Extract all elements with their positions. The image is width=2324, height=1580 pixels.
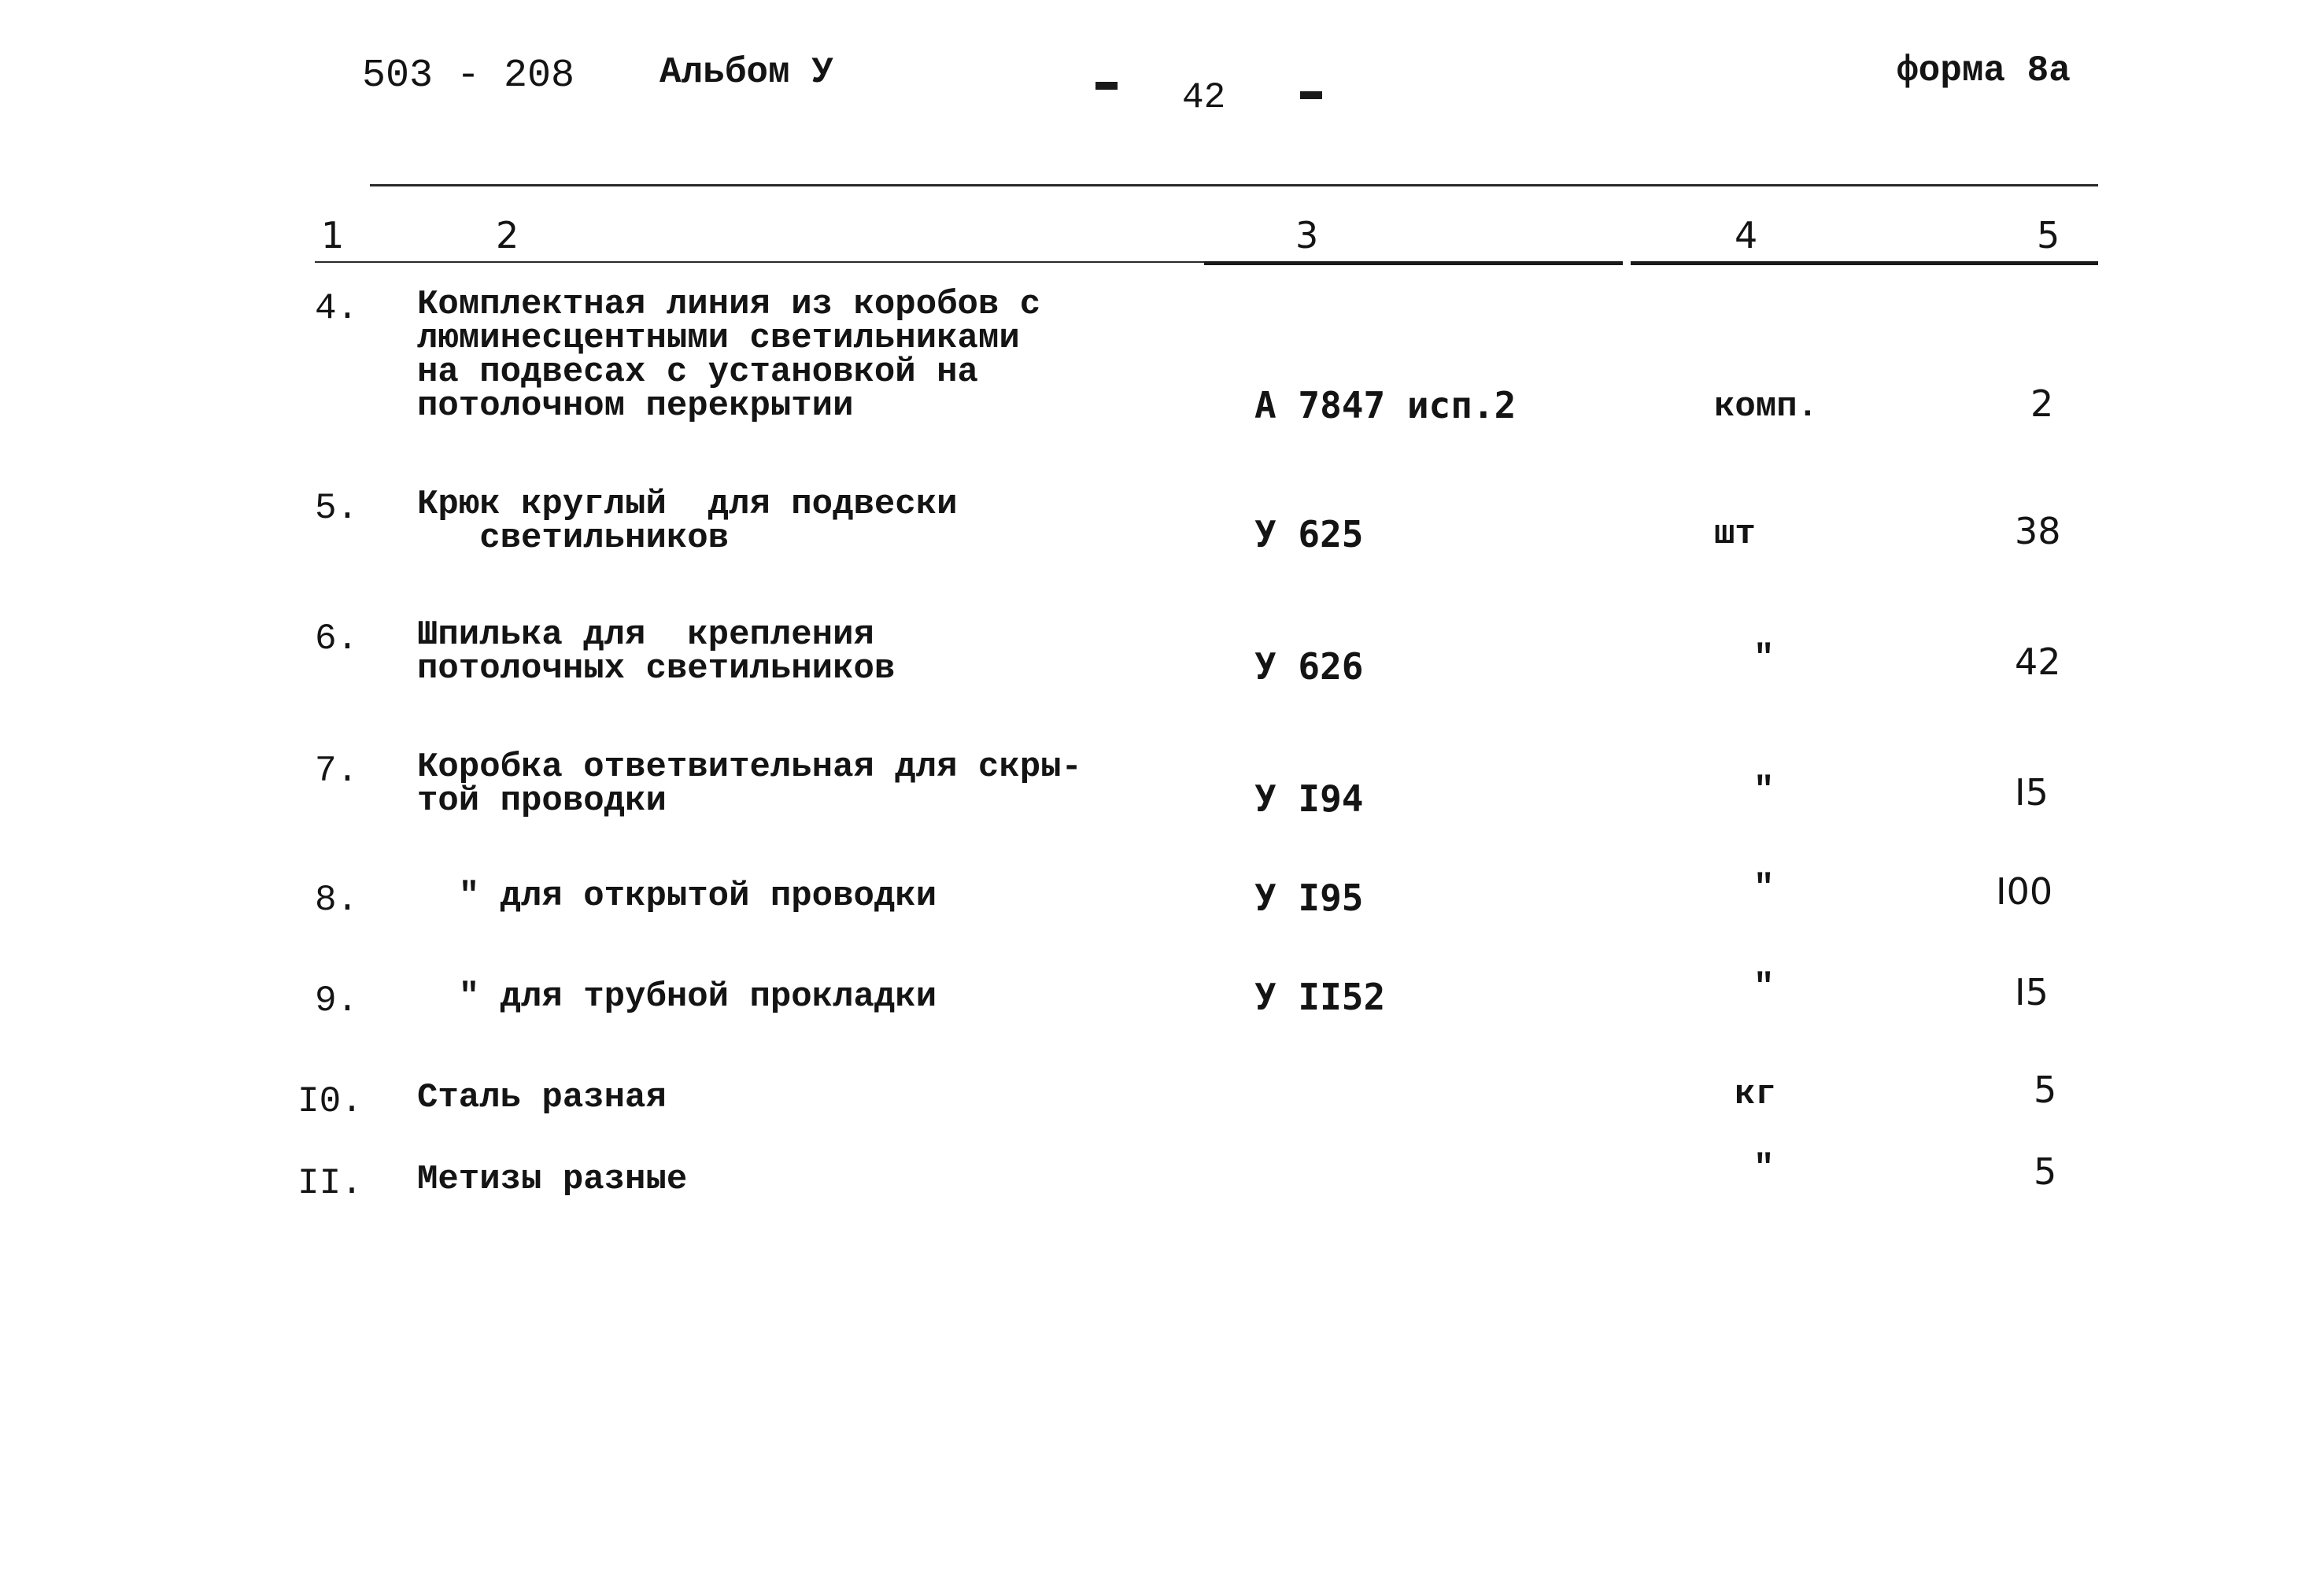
row-name: Коробка ответвительная для скры- той проводки [417,748,1082,821]
row-number: 8. [315,880,359,921]
row-unit: " [1753,1149,1775,1188]
row-number: 7. [315,751,359,792]
row-number: 9. [315,980,359,1021]
top-rule [370,184,2098,186]
row-quantity: 5 [2034,1069,2057,1111]
row-name: Метизы разные [417,1160,688,1199]
row-unit: кг [1735,1075,1776,1114]
row-name: Шпилька для крепления потолочных светильников [417,615,896,688]
row-name: Крюк круглый для подвески светильников [417,485,958,558]
row-quantity: 38 [2015,510,2061,552]
page-number: 42 [1182,77,1226,118]
column-rule-4-5 [1631,261,2098,265]
row-number: II. [297,1163,363,1204]
row-number: 6. [315,618,359,659]
row-unit: " [1753,639,1775,678]
column-number-5: 5 [2037,214,2060,257]
row-number: 5. [315,488,359,529]
row-number: 4. [315,288,359,329]
page-number-dash-left [1095,79,1118,93]
row-quantity: I5 [2015,971,2049,1013]
row-code: У I95 [1254,877,1364,919]
column-number-2: 2 [496,214,519,257]
row-quantity: 5 [2034,1150,2057,1193]
row-unit: шт [1714,515,1756,554]
document-code: 503 - 208 [362,54,575,98]
column-number-3: 3 [1295,214,1319,257]
row-unit: комп. [1714,387,1819,426]
row-unit: " [1753,869,1775,908]
row-unit: " [1753,968,1775,1007]
row-code: У 625 [1254,513,1364,556]
album-label: Альбом У [660,52,833,93]
row-name: " для открытой проводки [417,877,937,916]
row-number: I0. [297,1081,363,1122]
form-label: форма 8а [1897,50,2071,91]
column-number-1: 1 [321,214,345,257]
row-quantity: 2 [2030,382,2054,425]
row-code: У I94 [1254,777,1364,820]
column-rule-3 [1204,261,1623,265]
row-code: А 7847 исп.2 [1254,384,1517,426]
row-quantity: 42 [2015,640,2061,683]
row-name: Сталь разная [417,1078,667,1117]
row-code: У 626 [1254,645,1364,688]
row-quantity: I5 [2015,771,2049,814]
row-name: " для трубной прокладки [417,977,937,1017]
page-number-dash-right [1300,88,1322,102]
row-code: У II52 [1254,976,1386,1018]
column-rule-left [315,261,1259,263]
column-number-4: 4 [1735,214,1758,257]
row-name: Комплектная линия из коробов с люминесцентными светильниками на подвесах с установкой на потолочном перекрытии [417,285,1041,426]
row-quantity: I00 [1996,870,2053,913]
row-unit: " [1753,771,1775,810]
